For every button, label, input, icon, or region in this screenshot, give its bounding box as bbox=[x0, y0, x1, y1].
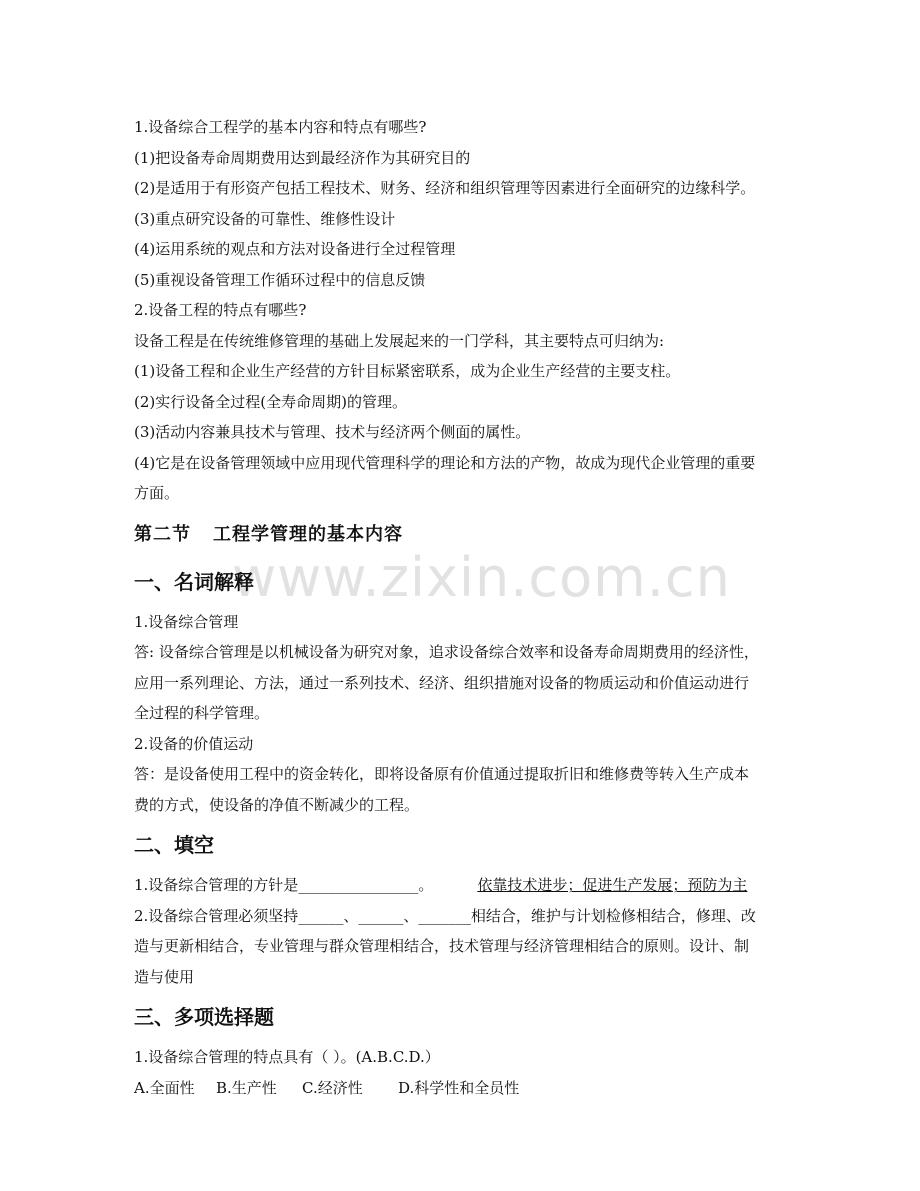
term-2-answer: 费的方式，使设备的净值不断减少的工程。 bbox=[134, 795, 420, 814]
term-2-answer: 答：是设备使用工程中的资金转化，即将设备原有价值通过提取折旧和维修费等转入生产成本 bbox=[134, 765, 750, 783]
question-2-item-cont: 方面。 bbox=[134, 484, 180, 502]
option-a: A.全面性 bbox=[134, 1078, 195, 1097]
fill-2-separator: 、 bbox=[403, 906, 419, 925]
question-2-item: (2)实行设备全过程(全寿命周期)的管理。 bbox=[134, 392, 407, 411]
part-3-heading: 三、多项选择题 bbox=[134, 1005, 274, 1029]
question-2-title: 2.设备工程的特点有哪些? bbox=[134, 301, 307, 319]
question-1-item: (5)重视设备管理工作循环过程中的信息反馈 bbox=[134, 270, 426, 289]
choice-1-options bbox=[134, 1073, 790, 1104]
fill-2-blank: ______ bbox=[298, 906, 344, 925]
question-2-item: (3)活动内容兼具技术与管理、技术与经济两个侧面的属性。 bbox=[134, 423, 531, 441]
section-title bbox=[134, 513, 790, 557]
fill-2-separator: 、 bbox=[343, 906, 359, 925]
question-1-item: (3)重点研究设备的可靠性、维修性设计 bbox=[134, 209, 396, 228]
question-2-item: (1)设备工程和企业生产经营的方针目标紧密联系，成为企业生产经营的主要支柱。 bbox=[134, 362, 681, 380]
term-1-answer: 应用一系列理论、方法，通过一系列技术、经济、组织措施对设备的物质运动和价值运动进行 bbox=[134, 673, 750, 692]
question-1-item: (2)是适用于有形资产包括工程技术、财务、经济和组织管理等因素进行全面研究的边缘科学。 bbox=[134, 179, 756, 197]
document-page bbox=[134, 112, 790, 1103]
fill-2-rest: 相结合，维护与计划检修相结合，修理、改 bbox=[470, 906, 756, 925]
fill-1-answer: 依靠技术进步；促进生产发展；预防为主 bbox=[477, 876, 748, 894]
fill-1-suffix: 。 bbox=[418, 876, 434, 894]
section-label: 第二节 bbox=[134, 523, 191, 545]
section-name: 工程学管理的基本内容 bbox=[213, 523, 403, 545]
fill-2-cont: 造与使用 bbox=[134, 967, 195, 986]
term-1-answer: 全过程的科学管理。 bbox=[134, 704, 270, 722]
question-1-item: (4)运用系统的观点和方法对设备进行全过程管理 bbox=[134, 240, 456, 258]
question-2-item: (4)它是在设备管理领域中应用现代管理科学的理论和方法的产物，故成为现代企业管理的重要 bbox=[134, 453, 756, 472]
term-2-title: 2.设备的价值运动 bbox=[134, 734, 254, 753]
question-1-item: (1)把设备寿命周期费用达到最经济作为其研究目的 bbox=[134, 148, 471, 167]
part-2-heading: 二、填空 bbox=[134, 833, 214, 857]
question-1-title: 1.设备综合工程学的基本内容和特点有哪些? bbox=[134, 118, 427, 136]
fill-1 bbox=[134, 870, 790, 901]
part-1-heading: 一、名词解释 bbox=[134, 569, 254, 594]
option-d: D.科学性和全员性 bbox=[398, 1078, 520, 1097]
fill-2 bbox=[134, 901, 790, 932]
term-1-answer: 答: 设备综合管理是以机械设备为研究对象，追求设备综合效率和设备寿命周期费用的经济性， bbox=[134, 643, 759, 661]
fill-1-blank: ________________ bbox=[298, 876, 419, 894]
fill-1-prefix: 1.设备综合管理的方针是 bbox=[134, 876, 299, 894]
fill-2-blank: ______ bbox=[358, 906, 404, 925]
question-2-intro: 设备工程是在传统维修管理的基础上发展起来的一门学科，其主要特点可归纳为: bbox=[134, 331, 665, 350]
fill-2-prefix: 2.设备综合管理必须坚持 bbox=[134, 906, 299, 925]
option-b: B.生产性 bbox=[216, 1078, 277, 1097]
choice-1-question: 1.设备综合管理的特点具有（ ）。(A.B.C.D.） bbox=[134, 1048, 440, 1066]
term-1-title: 1.设备综合管理 bbox=[134, 612, 239, 631]
watermark: www.zixin.com.cn bbox=[232, 546, 731, 609]
fill-2-blank: _______ bbox=[418, 906, 471, 925]
fill-2-cont: 造与更新相结合，专业管理与群众管理相结合，技术管理与经济管理相结合的原则。设计、制 bbox=[134, 937, 750, 955]
option-c: C.经济性 bbox=[302, 1078, 363, 1097]
